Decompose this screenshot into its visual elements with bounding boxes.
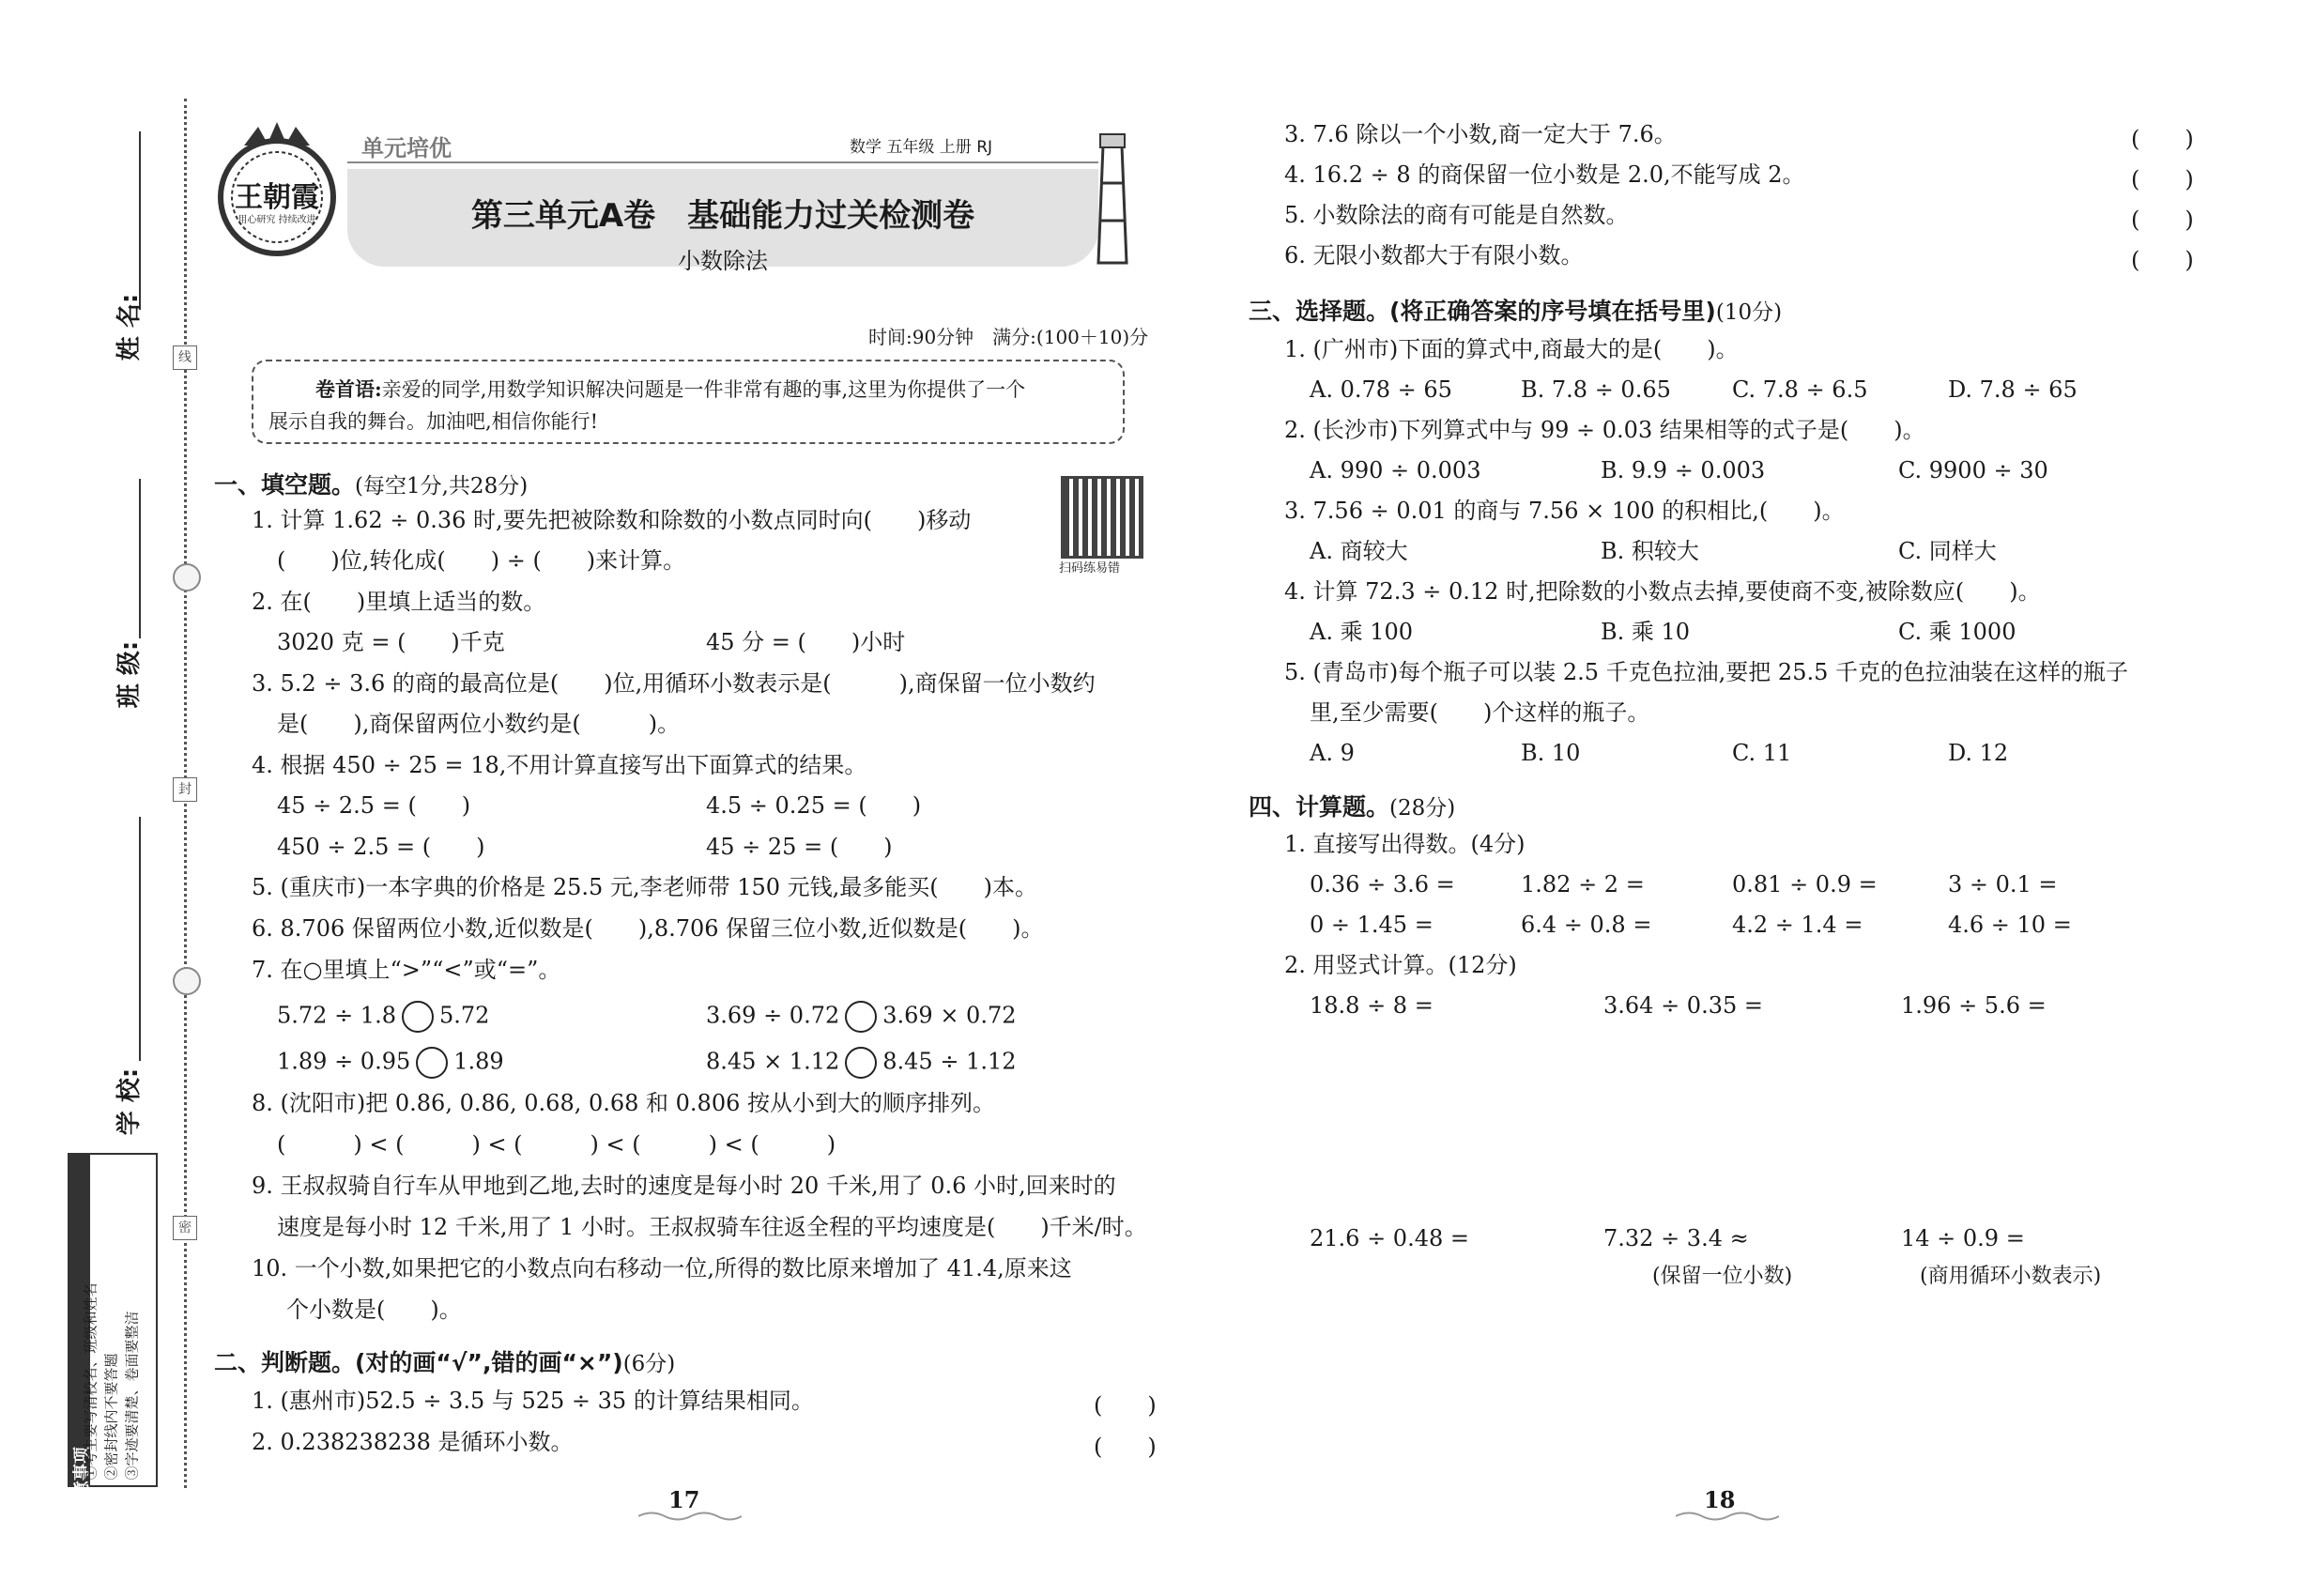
calc-item[interactable]: 6.4 ÷ 0.8 = <box>1521 912 1652 938</box>
school-label: 学 校: <box>115 1067 145 1136</box>
calc-q2: 2. 用竖式计算。(12分) <box>1284 952 1517 978</box>
fill-q8-order: ( ) < ( ) < ( ) < ( ) < ( ) <box>277 1131 836 1158</box>
choice-option[interactable]: A. 乘 100 <box>1310 619 1414 645</box>
fill-q1-line1: 1. 计算 1.62 ÷ 0.36 时,要先把被除数和除数的小数点同时向( )移动 <box>252 507 972 533</box>
preface-box <box>252 360 1125 444</box>
choice-option[interactable]: C. 同样大 <box>1898 538 1997 564</box>
fill-q3-line2: 是( ),商保留两位小数约是( )。 <box>277 711 681 737</box>
choice-option[interactable]: A. 990 ÷ 0.003 <box>1310 457 1481 483</box>
page-title: 第三单元A卷 基础能力过关检测卷 <box>470 197 975 235</box>
judge-q2: 2. 0.238238238 是循环小数。 <box>252 1429 574 1455</box>
choice-option[interactable]: B. 10 <box>1521 740 1581 766</box>
fill-q7: 7. 在○里填上“>”“<”或“=”。 <box>252 957 561 983</box>
compare-right: 8.45 ÷ 1.12 <box>882 1048 1017 1075</box>
calc-item[interactable]: 0.81 ÷ 0.9 = <box>1732 871 1878 898</box>
seal-char-xian: 线 <box>173 345 197 370</box>
calc-note: (保留一位小数) <box>1652 1265 1793 1288</box>
calc-item[interactable]: 3.64 ÷ 0.35 = <box>1603 992 1763 1019</box>
compare-circle[interactable] <box>416 1047 448 1079</box>
compare-row <box>277 1047 504 1079</box>
section-4-title: 四、计算题。 <box>1249 793 1390 821</box>
calc-q1: 1. 直接写出得数。(4分) <box>1284 831 1526 857</box>
calc-item[interactable]: 14 ÷ 0.9 = <box>1901 1225 2025 1251</box>
notice-item: ②密封线内不要答题 <box>102 1353 120 1481</box>
fill-q4c: 450 ÷ 2.5 = ( ) <box>277 834 485 860</box>
calc-item[interactable]: 3 ÷ 0.1 = <box>1948 871 2058 898</box>
logo-sub: 用心研究 持续改进 <box>238 215 316 225</box>
compare-left: 8.45 × 1.12 <box>706 1048 840 1075</box>
choice-option[interactable]: A. 0.78 ÷ 65 <box>1310 376 1452 403</box>
preface-line2: 展示自我的舞台。加油吧,相信你能行! <box>268 410 599 433</box>
seal-char-mi: 密 <box>173 1216 197 1240</box>
qr-caption: 扫码练易错 <box>1059 561 1121 575</box>
section-3-points: (10分) <box>1715 300 1783 325</box>
logo <box>207 117 347 258</box>
class-label: 班 级: <box>115 640 145 709</box>
section-1-title: 一、填空题。 <box>214 471 356 499</box>
answer-paren[interactable]: ( ) <box>2131 247 2194 273</box>
time-score: 时间:90分钟 满分:(100＋10)分 <box>868 326 1149 348</box>
preface-label: 卷首语: <box>315 377 382 401</box>
notice-item: ③字迹要清楚、卷面要整洁 <box>123 1311 141 1481</box>
calc-item[interactable]: 0 ÷ 1.45 = <box>1310 912 1434 938</box>
judge-q4: 4. 16.2 ÷ 8 的商保留一位小数是 2.0,不能写成 2。 <box>1284 161 1805 188</box>
compare-left: 3.69 ÷ 0.72 <box>706 1002 840 1029</box>
choice-option[interactable]: D. 12 <box>1948 740 2009 766</box>
answer-paren[interactable]: ( ) <box>1094 1392 1157 1419</box>
choice-option[interactable]: C. 11 <box>1732 740 1792 766</box>
fill-q2b: 45 分 = ( )小时 <box>706 629 906 655</box>
fill-q4d: 45 ÷ 25 = ( ) <box>706 834 893 860</box>
notice-title: 注意事项 <box>72 1447 92 1514</box>
fill-q9-line1: 9. 王叔叔骑自行车从甲地到乙地,去时的速度是每小时 20 千米,用了 0.6 小时,回来时的 <box>252 1173 1116 1199</box>
class-underline[interactable] <box>139 479 141 638</box>
qr-code[interactable] <box>1061 476 1143 559</box>
fill-q2: 2. 在( )里填上适当的数。 <box>252 589 546 615</box>
compare-right: 1.89 <box>453 1048 504 1075</box>
choice-option[interactable]: A. 商较大 <box>1310 538 1408 564</box>
section-title <box>214 1344 675 1378</box>
section-1-points: (每空1分,共28分) <box>355 474 529 499</box>
choice-option[interactable]: B. 乘 10 <box>1601 619 1691 645</box>
fill-q2a: 3020 克 = ( )千克 <box>277 629 505 655</box>
fill-q9-line2: 速度是每小时 12 千米,用了 1 小时。王叔叔骑车往返全程的平均速度是( )千米/时。 <box>277 1214 1147 1240</box>
calc-item[interactable]: 1.82 ÷ 2 = <box>1521 871 1645 898</box>
calc-item[interactable]: 18.8 ÷ 8 = <box>1310 992 1434 1019</box>
lighthouse-icon <box>1080 127 1145 268</box>
fill-q4a: 45 ÷ 2.5 = ( ) <box>277 792 471 819</box>
preface-line1: 亲爱的同学,用数学知识解决问题是一件非常有趣的事,这里为你提供了一个 <box>381 378 1026 401</box>
compare-row <box>706 1001 1017 1033</box>
fill-q4b: 4.5 ÷ 0.25 = ( ) <box>706 792 922 819</box>
school-underline[interactable] <box>139 817 141 1061</box>
judge-q6: 6. 无限小数都大于有限小数。 <box>1284 242 1584 269</box>
compare-circle[interactable] <box>845 1001 877 1033</box>
seal-char-feng: 封 <box>173 777 197 802</box>
compare-left: 5.72 ÷ 1.8 <box>277 1002 396 1029</box>
judge-q3: 3. 7.6 除以一个小数,商一定大于 7.6。 <box>1284 121 1677 147</box>
calc-item[interactable]: 4.2 ÷ 1.4 = <box>1732 912 1863 938</box>
answer-paren[interactable]: ( ) <box>2131 126 2194 152</box>
choice-option[interactable]: C. 9900 ÷ 30 <box>1898 457 2048 483</box>
seal-hole-icon <box>173 967 201 995</box>
choice-option[interactable]: D. 7.8 ÷ 65 <box>1948 376 2078 403</box>
section-4-points: (28分) <box>1389 796 1456 821</box>
choice-option[interactable]: B. 7.8 ÷ 0.65 <box>1521 376 1671 403</box>
page-number-left: 17 <box>668 1486 700 1513</box>
name-label: 姓 名: <box>115 293 145 361</box>
page-number-right: 18 <box>1704 1486 1736 1513</box>
section-title <box>1249 789 1455 822</box>
seal-hole-icon <box>173 563 201 591</box>
section-3-title: 三、选择题。(将正确答案的序号填在括号里) <box>1249 298 1716 325</box>
answer-paren[interactable]: ( ) <box>1094 1434 1157 1460</box>
compare-row <box>277 1001 489 1033</box>
judge-q1: 1. (惠州市)52.5 ÷ 3.5 与 525 ÷ 35 的计算结果相同。 <box>252 1388 814 1414</box>
choice-option[interactable]: C. 7.8 ÷ 6.5 <box>1732 376 1868 403</box>
page-subtitle: 小数除法 <box>678 248 768 274</box>
fill-q6: 6. 8.706 保留两位小数,近似数是( ),8.706 保留三位小数,近似数是( )。 <box>252 915 1044 942</box>
notice-item: ①考生要写清校名、班级和姓名 <box>82 1282 100 1481</box>
answer-paren[interactable]: ( ) <box>2131 207 2194 233</box>
choice-q1: 1. (广州市)下面的算式中,商最大的是( )。 <box>1284 336 1739 362</box>
calc-item[interactable]: 1.96 ÷ 5.6 = <box>1901 992 2047 1019</box>
fill-q10-line2: 个小数是( )。 <box>286 1297 462 1323</box>
notice-box <box>68 1153 158 1514</box>
choice-q4: 4. 计算 72.3 ÷ 0.12 时,把除数的小数点去掉,要使商不变,被除数应( )。 <box>1284 578 2041 605</box>
compare-left: 1.89 ÷ 0.95 <box>277 1048 411 1075</box>
choice-option[interactable]: C. 乘 1000 <box>1898 619 2016 645</box>
fill-q3-line1: 3. 5.2 ÷ 3.6 的商的最高位是( )位,用循环小数表示是( ),商保留一位小数约 <box>252 670 1096 697</box>
calc-item[interactable]: 4.6 ÷ 10 = <box>1948 912 2072 938</box>
answer-paren[interactable]: ( ) <box>2131 166 2194 192</box>
choice-option[interactable]: A. 9 <box>1310 740 1355 766</box>
wave-ornament-icon <box>1676 1510 1779 1523</box>
fill-q8: 8. (沈阳市)把 0.86, 0.86, 0.68, 0.68 和 0.806 按从小到大的顺序排列。 <box>252 1090 995 1116</box>
series-label: 单元培优 <box>361 135 452 161</box>
section-title <box>214 467 528 500</box>
compare-circle[interactable] <box>402 1001 434 1033</box>
compare-circle[interactable] <box>845 1047 877 1079</box>
calc-note: (商用循环小数表示) <box>1920 1265 2102 1288</box>
calc-item[interactable]: 0.36 ÷ 3.6 = <box>1310 871 1455 898</box>
meta-label: 数学 五年级 上册 RJ <box>850 138 993 157</box>
section-2-title: 二、判断题。(对的画“√”,错的画“×”) <box>214 1349 623 1376</box>
fill-q1-line2: ( )位,转化成( ) ÷ ( )来计算。 <box>277 547 686 574</box>
calc-item[interactable]: 21.6 ÷ 0.48 = <box>1310 1225 1469 1251</box>
choice-option[interactable]: B. 9.9 ÷ 0.003 <box>1601 457 1766 483</box>
choice-option[interactable]: B. 积较大 <box>1601 538 1699 564</box>
choice-q5-line1: 5. (青岛市)每个瓶子可以装 2.5 千克色拉油,要把 25.5 千克的色拉油装在这样的瓶子 <box>1284 659 2129 685</box>
choice-q2: 2. (长沙市)下列算式中与 99 ÷ 0.03 结果相等的式子是( )。 <box>1284 417 1925 443</box>
choice-q3: 3. 7.56 ÷ 0.01 的商与 7.56 × 100 的积相比,( )。 <box>1284 498 1845 524</box>
fill-q4: 4. 根据 450 ÷ 25 = 18,不用计算直接写出下面算式的结果。 <box>252 752 867 778</box>
choice-q5-line2: 里,至少需要( )个这样的瓶子。 <box>1310 699 1650 726</box>
calc-item[interactable]: 7.32 ÷ 3.4 ≈ <box>1603 1225 1749 1251</box>
section-2-points: (6分) <box>622 1352 676 1376</box>
judge-q5: 5. 小数除法的商有可能是自然数。 <box>1284 202 1629 228</box>
fill-q10-line1: 10. 一个小数,如果把它的小数点向右移动一位,所得的数比原来增加了 41.4,原来这 <box>252 1255 1072 1281</box>
wave-ornament-icon <box>638 1510 742 1523</box>
section-title <box>1249 293 1782 327</box>
name-underline[interactable] <box>139 131 141 310</box>
compare-row <box>706 1047 1017 1079</box>
compare-right: 5.72 <box>438 1002 490 1029</box>
logo-text: 王朝霞 <box>235 181 319 214</box>
compare-right: 3.69 × 0.72 <box>882 1002 1017 1029</box>
fill-q5: 5. (重庆市)一本字典的价格是 25.5 元,李老师带 150 元钱,最多能买( )本。 <box>252 874 1037 900</box>
